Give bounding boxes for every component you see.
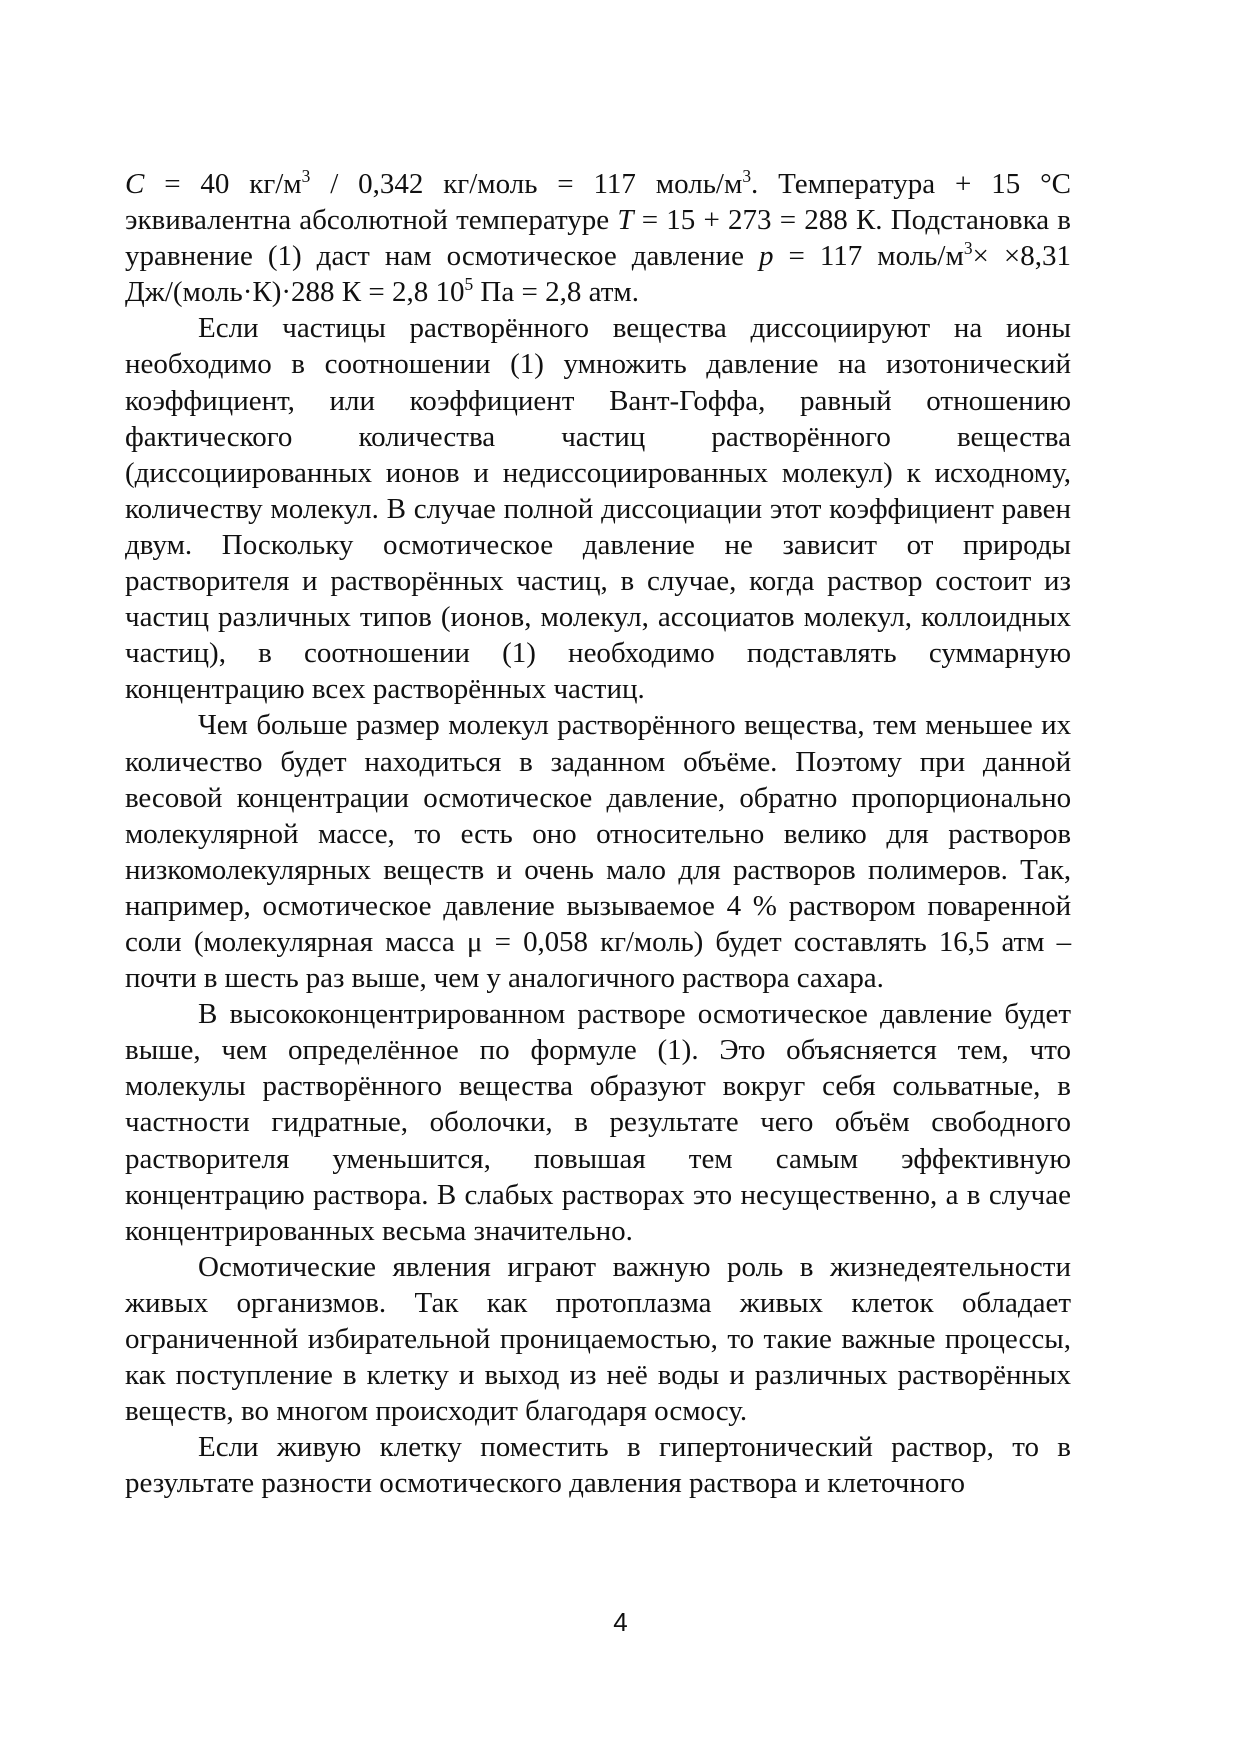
exponent-4: 5 xyxy=(464,274,474,295)
formula-paragraph xyxy=(125,166,1071,310)
formula-text-7: Па = 2,8 атм. xyxy=(473,276,639,309)
formula-text-6: × ×8,31 Дж/(моль·К)·288 К = 2,8 10 xyxy=(125,240,1071,309)
formula-text-4: = 15 + 273 = 288 К. Подстановка в уравнение (1) даст нам осмотическое давление xyxy=(125,204,1071,273)
exponent-1: 3 xyxy=(301,166,311,187)
paragraph-living-organisms: Осмотические явления играют важную роль в жизнедеятельности живых организмов. Так как протоплазма живых клеток обладает ограниченной избирательной проницаемостью, то такие важные процессы, как поступление в клетку и выход из неё воды и различных растворённых веществ, во многом происходит благодаря осмосу. xyxy=(125,1250,1071,1428)
temperature-symbol: T xyxy=(617,204,634,237)
concentration-symbol: C xyxy=(125,168,145,200)
paragraph-high-concentration: В высококонцентрированном растворе осмотическое давление будет выше, чем определённое по формуле (1). Это объясняется тем, что молекулы растворённого вещества образуют вокруг себя сольватные, в частности гидратные, оболочки, в результате чего объём свободного растворителя уменьшится, повышая тем самым эффективную концентрацию раствора. В слабых растворах это несущественно, а в случае концентрированных весьма значительно. xyxy=(125,998,1071,1247)
exponent-2: 3 xyxy=(742,166,752,187)
formula-text-1: = 40 кг/м xyxy=(144,168,302,200)
page-body xyxy=(125,166,1071,1501)
paragraph-dissociation: Если частицы растворённого вещества диссоциируют на ионы необходимо в соотношении (1) умножить давление на изотонический коэффициент, или коэффициент Вант-Гоффа, равный отношению фактического количества частиц растворённого вещества (диссоциированных ионов и недиссоциированных молекул) к исходному, количеству молекул. В случае полной диссоциации этот коэффициент равен двум. Поскольку осмотическое давление не зависит от природы растворителя и растворённых частиц, в случае, когда раствор состоит из частиц различных типов (ионов, молекул, ассоциатов молекул, коллоидных частиц), в соотношении (1) необходимо подставлять суммарную концентрацию всех растворённых частиц. xyxy=(125,312,1071,706)
formula-text-3: . Температура + 15 °С эквивалентна абсолютной температуре xyxy=(125,168,1072,237)
paragraph-hypertonic-solution: Если живую клетку поместить в гипертонический раствор, то в результате разности осмотического давления раствора и клеточного xyxy=(125,1431,1071,1500)
formula-text-2: / 0,342 кг/моль = 117 моль/м xyxy=(310,168,743,200)
page-number: 4 xyxy=(613,1607,628,1637)
pressure-symbol: p xyxy=(758,240,774,273)
paragraph-molecular-size: Чем больше размер молекул растворённого вещества, тем меньшее их количество будет находиться в заданном объёме. Поэтому при данной весовой концентрации осмотическое давление, обратно пропорционально молекулярной массе, то есть оно относительно велико для растворов низкомолекулярных веществ и очень мало для растворов полимеров. Так, например, осмотическое давление вызываемое 4 % раствором поваренной соли (молекулярная масса μ = 0,058 кг/моль) будет составлять 16,5 атм – почти в шесть раз выше, чем у аналогичного раствора сахара. xyxy=(125,709,1071,995)
exponent-3: 3 xyxy=(963,238,973,259)
formula-text-5: = 117 моль/м xyxy=(773,240,964,273)
